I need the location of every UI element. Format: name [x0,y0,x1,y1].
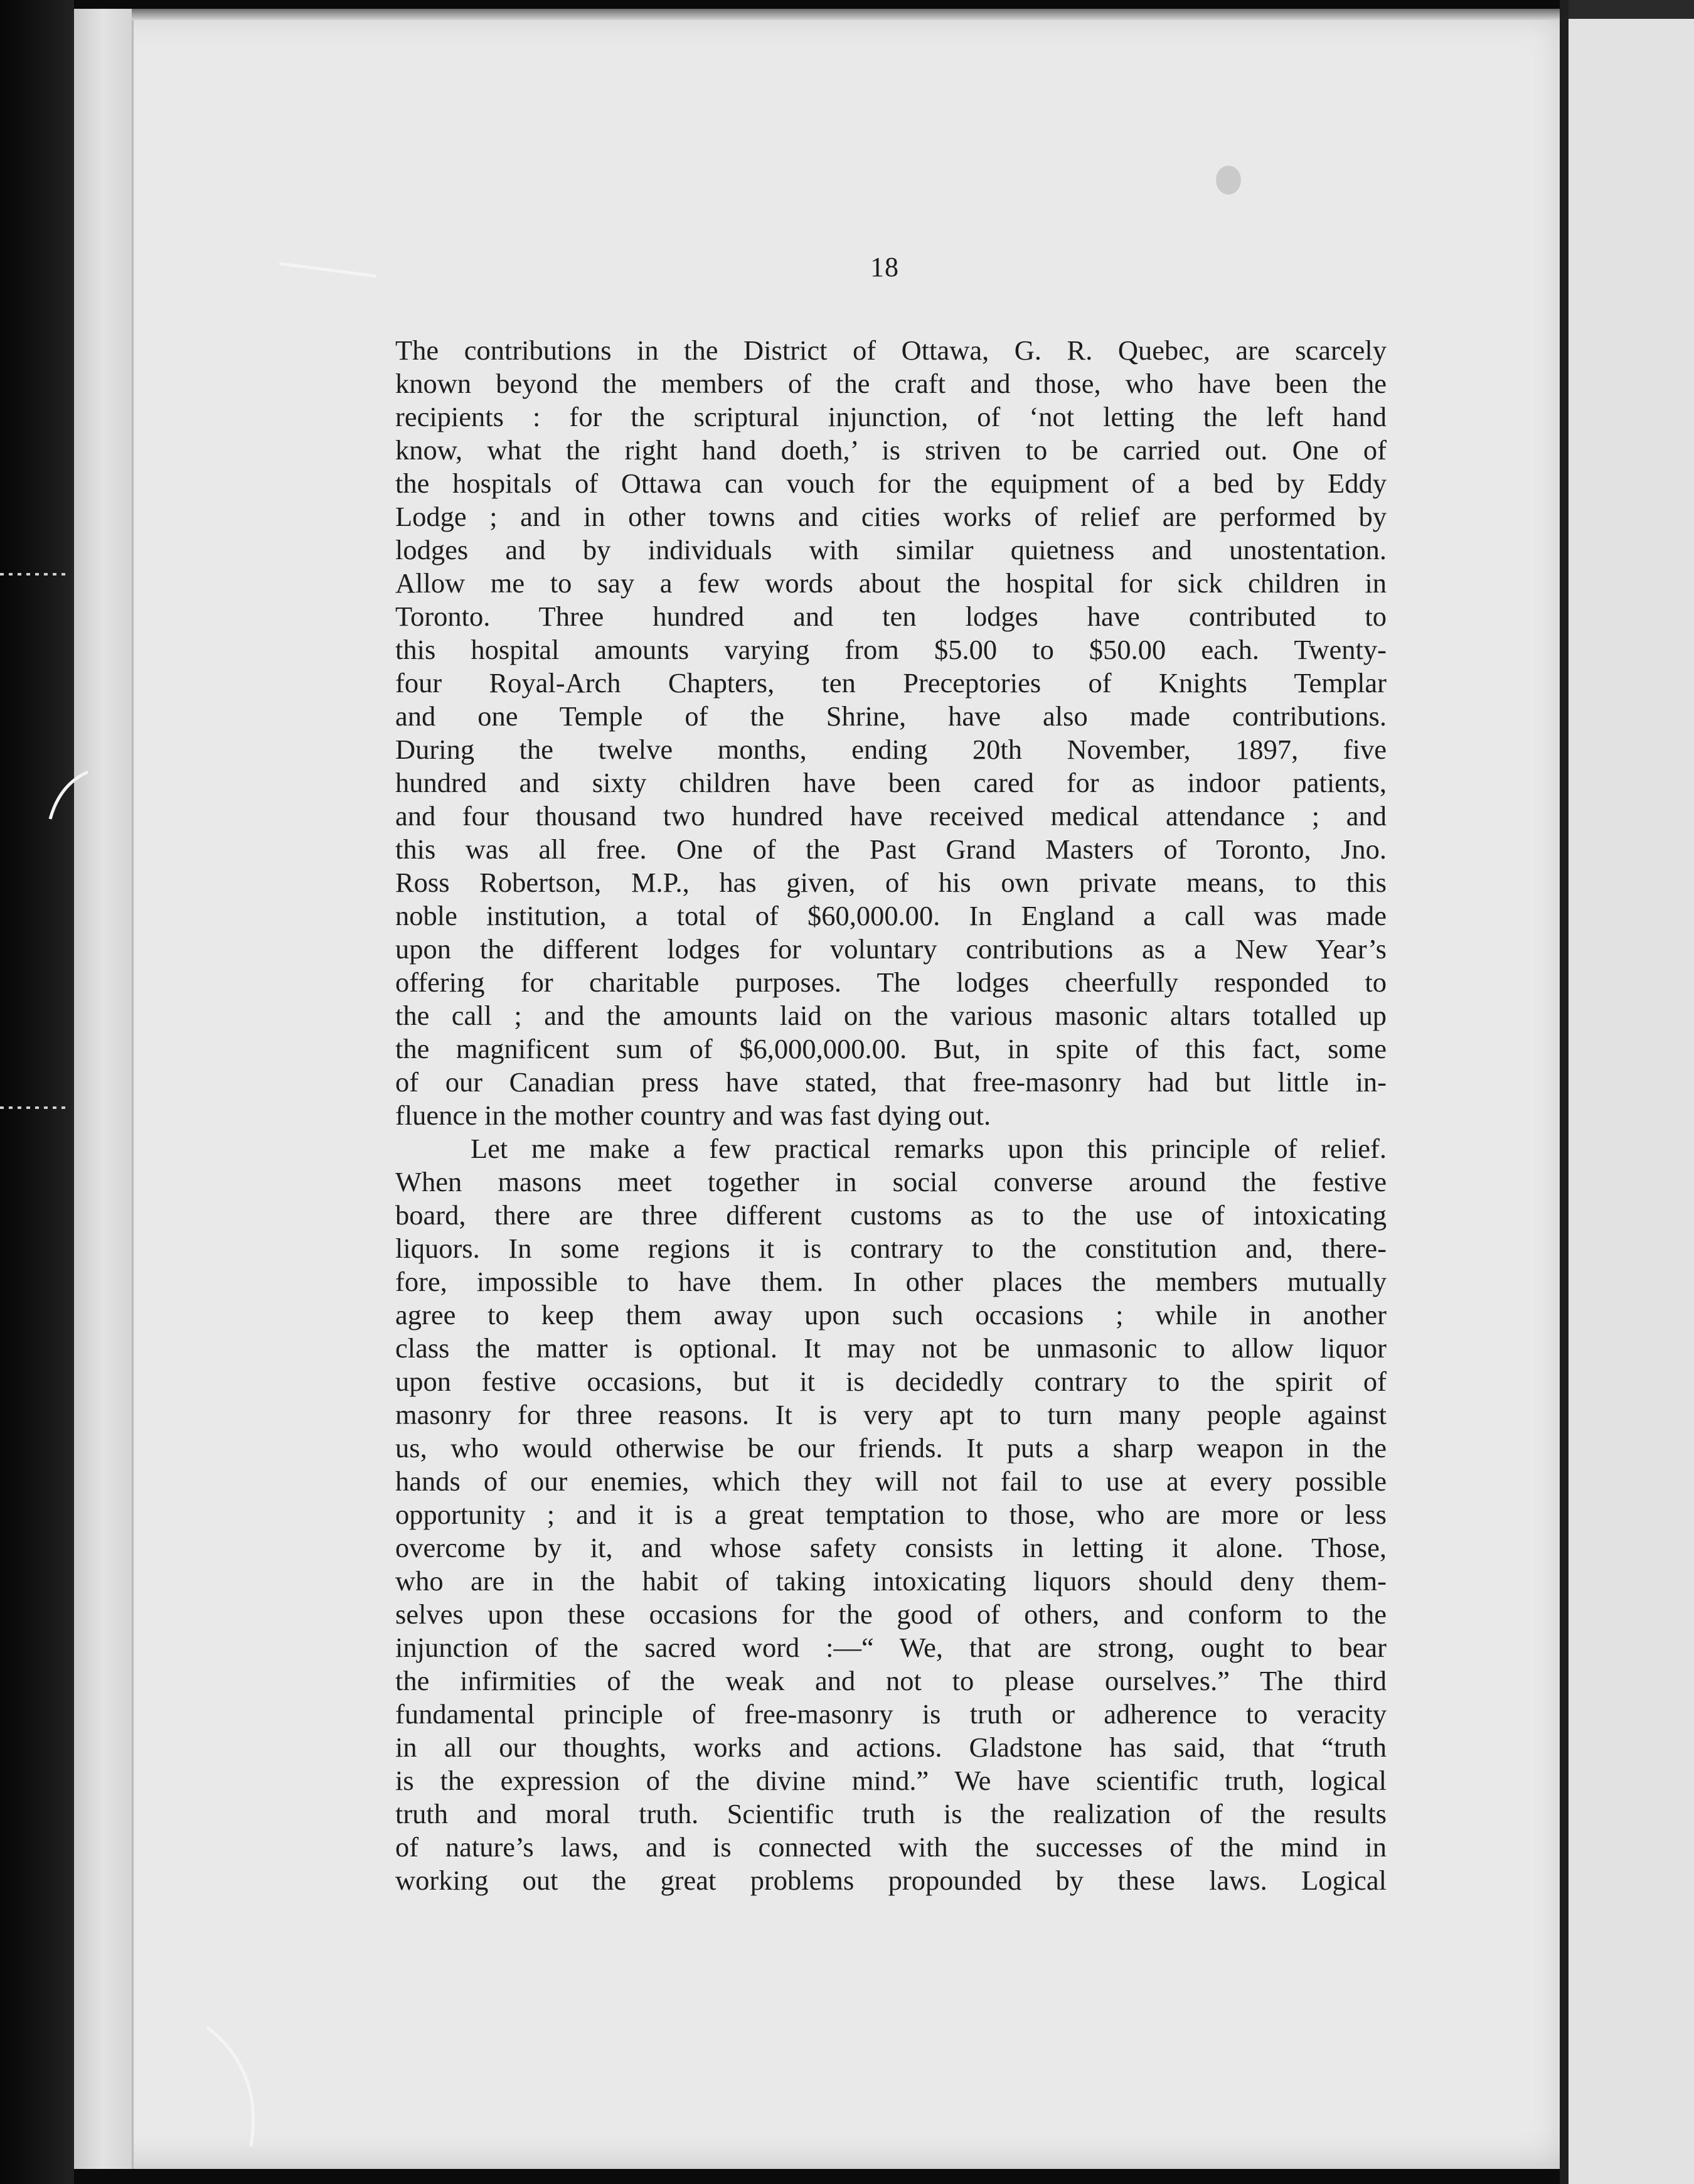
text-line: lodges and by individuals with similar quietness and unostentation. [395,534,1387,565]
text-line: four Royal-Arch Chapters, ten Preceptories of Knights Templar [395,667,1387,699]
text-line: hands of our enemies, which they will not fail to use at every possible [395,1465,1387,1497]
text-line: fundamental principle of free-masonry is truth or adherence to veracity [395,1698,1387,1730]
text-line: the magnificent sum of $6,000,000.00. But, in spite of this fact, some [395,1033,1387,1064]
text-line: the infirmities of the weak and not to please ourselves.” The third [395,1665,1387,1696]
scan-scratch-mark [279,264,376,276]
text-line: injunction of the sacred word :—“ We, that are strong, ought to bear [395,1632,1387,1663]
text-line: Toronto. Three hundred and ten lodges have contributed to [395,601,1387,632]
text-line: When masons meet together in social converse around the festive [395,1166,1387,1197]
page-number: 18 [870,252,899,282]
text-line: board, there are three different customs as to the use of intoxicating [395,1199,1387,1231]
text-line: of our Canadian press have stated, that free-masonry had but little in- [395,1066,1387,1098]
text-line: us, who would otherwise be our friends. It puts a sharp weapon in the [395,1432,1387,1464]
scan-scratch-mark [50,772,88,819]
text-line: recipients : for the scriptural injunction, of ‘not letting the left hand [395,401,1387,432]
text-line: fluence in the mother country and was fast dying out. [395,1100,991,1131]
text-line: the hospitals of Ottawa can vouch for the equipment of a bed by Eddy [395,468,1387,499]
text-line: offering for charitable purposes. The lodges cheerfully responded to [395,966,1387,998]
text-line: Allow me to say a few words about the hospital for sick children in [395,567,1387,599]
text-line: of nature’s laws, and is connected with the successes of the mind in [395,1831,1387,1863]
text-line: know, what the right hand doeth,’ is striven to be carried out. One of [395,434,1387,466]
text-line: this was all free. One of the Past Grand Masters of Toronto, Jno. [395,833,1387,865]
text-line: selves upon these occasions for the good of others, and conform to the [395,1598,1387,1630]
text-line: Ross Robertson, M.P., has given, of his own private means, to this [395,867,1387,898]
text-line: this hospital amounts varying from $5.00 to $50.00 each. Twenty- [395,634,1387,665]
text-line: fore, impossible to have them. In other places the members mutually [395,1266,1387,1297]
text-line: opportunity ; and it is a great temptation to those, who are more or less [395,1499,1387,1530]
text-line: and one Temple of the Shrine, have also made contributions. [395,700,1387,732]
text-line: Let me make a few practical remarks upon this principle of relief. [471,1133,1387,1164]
text-line: upon festive occasions, but it is decidedly contrary to the spirit of [395,1366,1387,1397]
text-line: who are in the habit of taking intoxicating liquors should deny them- [395,1565,1387,1597]
text-line: masonry for three reasons. It is very apt to turn many people against [395,1399,1387,1430]
text-line: noble institution, a total of $60,000.00. In England a call was made [395,900,1387,931]
text-line: Lodge ; and in other towns and cities works of relief are performed by [395,501,1387,532]
text-line: is the expression of the divine mind.” We have scientific truth, logical [395,1765,1387,1796]
body-text [395,334,1387,1897]
text-line: hundred and sixty children have been cared for as indoor patients, [395,767,1387,798]
text-line: upon the different lodges for voluntary contributions as a New Year’s [395,933,1387,965]
text-line: known beyond the members of the craft and those, who have been the [395,368,1387,399]
text-line: overcome by it, and whose safety consists in letting it alone. Those, [395,1532,1387,1563]
text-line: and four thousand two hundred have received medical attendance ; and [395,800,1387,832]
text-line: the call ; and the amounts laid on the various masonic altars totalled up [395,1000,1387,1031]
text-line: in all our thoughts, works and actions. Gladstone has said, that “truth [395,1732,1387,1763]
text-line: working out the great problems propounded by these laws. Logical [395,1865,1387,1896]
scan-scratch-mark [207,2027,253,2146]
text-line: agree to keep them away upon such occasions ; while in another [395,1299,1387,1330]
text-line: The contributions in the District of Ottawa, G. R. Quebec, are scarcely [395,335,1387,366]
text-line: liquors. In some regions it is contrary to the constitution and, there- [395,1233,1387,1264]
text-line: class the matter is optional. It may not be unmasonic to allow liquor [395,1332,1387,1364]
text-line: truth and moral truth. Scientific truth is the realization of the results [395,1798,1387,1829]
text-line: During the twelve months, ending 20th November, 1897, five [395,734,1387,765]
